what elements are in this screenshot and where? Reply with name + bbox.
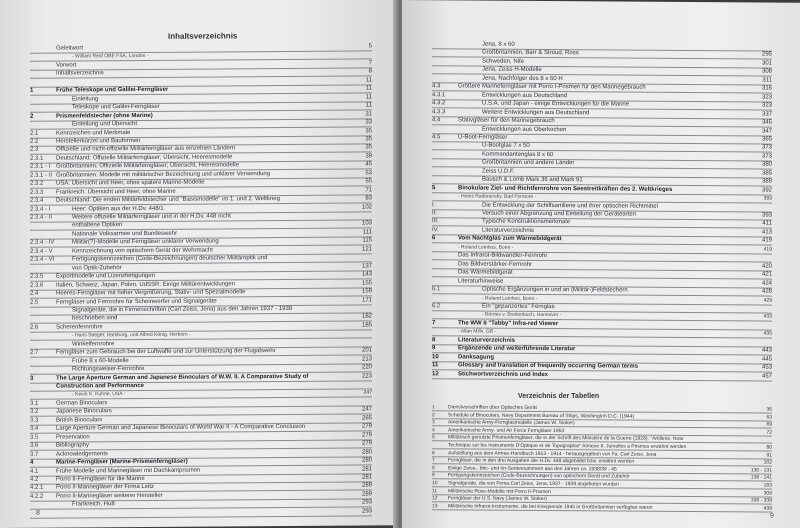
entry-page: 247 bbox=[363, 389, 372, 396]
entry-title: Stativgläser für den Marinegebrauch bbox=[458, 117, 555, 125]
entry-number: 11 bbox=[432, 487, 438, 494]
entry-page: 5 bbox=[368, 43, 372, 50]
entry-page: 11 bbox=[365, 85, 372, 92]
entry-number: 4.2 bbox=[30, 476, 39, 483]
entry-title: Aufstellung aus dem Armee-Handbuch 1913 - 1914 - herausgegeben von Fa. Carl Zeiss, Jena bbox=[448, 449, 657, 458]
entry-title: Amerikanische Army- und Air Force Ferngläser 1953 bbox=[448, 427, 565, 434]
entry-title: Signalgeräte, die in Firmenschriften (Carl Zeiss, Jena) aus den Jahren 1937 - 1939 bbox=[72, 305, 293, 314]
entry-page: 389 bbox=[761, 178, 772, 185]
entry-title: Weitere offizielle Militärferngläser und in der H.Dv. 448 nicht bbox=[72, 213, 231, 221]
entry-number: 2.3.4 - II bbox=[30, 214, 53, 221]
entry-title: Militärische Ross-Modelle mit Porro II-Prismen bbox=[448, 487, 551, 495]
toc-entry bbox=[30, 507, 372, 518]
entry-number: 3.2 bbox=[30, 409, 39, 416]
entry-title: The WW II "Tabby" Infra-red Viewer bbox=[458, 320, 559, 327]
entry-title: Literaturhinweise bbox=[458, 277, 504, 285]
entry-title: Einleitung bbox=[72, 96, 99, 103]
entry-page: 289 bbox=[361, 482, 372, 489]
entry-title: U-Boot-Ferngläser bbox=[458, 134, 508, 141]
toc-entry bbox=[432, 370, 772, 381]
entry-page: 281 bbox=[361, 465, 372, 472]
entry-title: Die Entwicklung der Schiffsartillerie und ihrer optischen Richtmittel bbox=[482, 202, 658, 210]
entry-number: 6.2 bbox=[432, 303, 441, 310]
entry-page: 316 bbox=[761, 85, 772, 92]
entry-page: 137 bbox=[361, 263, 372, 270]
entry-title: - Roland Leinhos, Bonn - bbox=[482, 295, 538, 302]
entry-title: Frühe 8 x 60-Modelle bbox=[72, 357, 129, 365]
entry-page: 311 bbox=[762, 77, 772, 84]
entry-number: 5 bbox=[432, 184, 436, 191]
entry-number: 10 bbox=[432, 480, 438, 487]
entry-title: Glossary and translation of frequently occurring German terms bbox=[458, 362, 639, 370]
entry-title: Jena, Nachfolger des 8 x 60 H bbox=[482, 75, 563, 82]
entry-title: Jena, 8 x 60 bbox=[482, 41, 515, 48]
entry-title: Das Wärmebildgerät bbox=[458, 269, 513, 276]
entry-title: Kommandantenglas 8 x 60 bbox=[482, 151, 554, 158]
entry-number: 2.3.4 - VI bbox=[30, 256, 55, 264]
page-number-right: 9 bbox=[770, 512, 774, 520]
entry-number: 3.4 bbox=[30, 425, 39, 433]
entry-title: Deutschland: Offizielle Militärferngläser; Übersicht, Heeresmodelle bbox=[56, 154, 233, 162]
entry-number: 3.7 bbox=[30, 451, 39, 458]
entry-title: Ferngläser und Fernrohre für Scheinwerfer und Signalgeräte bbox=[56, 297, 217, 306]
left-page bbox=[0, 0, 398, 528]
entry-title: Einige Zeiss-, bbc- und rln-Seriennummern aus den Jahren ca. 1938/39 - 45 bbox=[448, 465, 617, 473]
entry-title: Exportmodelle und Lizenzfertigungen bbox=[56, 273, 156, 280]
entry-page: 11 bbox=[365, 77, 372, 84]
entry-number: 2.1 bbox=[30, 130, 39, 137]
entry-number: 5 bbox=[432, 434, 435, 441]
entry-page: 279 bbox=[361, 432, 372, 439]
entry-title: Militär(?)-Modelle und Ferngläser unklarer Verwendung bbox=[72, 238, 219, 246]
entry-page: 420 bbox=[761, 263, 772, 270]
entry-title: Vorwort bbox=[56, 62, 77, 69]
entry-page: 445 bbox=[761, 356, 772, 363]
entry-page: 295 bbox=[761, 51, 772, 59]
entry-page: 435 bbox=[763, 330, 772, 337]
entry-page: 392 bbox=[761, 187, 772, 194]
entry-page: 35 bbox=[365, 144, 372, 151]
entry-title: Ferngläser der U.S. Navy (James W. Stoker) bbox=[448, 495, 547, 503]
entry-title: Bausch & Lomb Mark 36 and Mark 91 bbox=[482, 176, 583, 184]
entry-title: Schweden, Nife bbox=[482, 58, 525, 65]
entry-title: Preservation bbox=[56, 434, 90, 441]
entry-title: Weitere Entwicklungen aus Deutschland bbox=[482, 109, 590, 116]
entry-number: 2.6 bbox=[30, 324, 39, 331]
entry-title: Stichwortverzeichnis und Index bbox=[458, 370, 549, 378]
entry-number: III. bbox=[432, 218, 439, 225]
entry-title: Großbritannien: Offizielle Militärferngläser; Übersicht, Heeresmodelle bbox=[56, 162, 239, 170]
entry-page: 308 bbox=[761, 68, 772, 75]
entry-title: Militärisch genutzte Prismenferngläser, die in der Schrift des Ministère de la Guerre (1928): "Artillerie. Note bbox=[448, 434, 684, 443]
entry-number: 7 bbox=[432, 457, 435, 464]
entry-page: 457 bbox=[761, 373, 772, 380]
entry-number: 2.3 bbox=[30, 147, 39, 154]
entry-title: Kennzeichen und Merkmale bbox=[56, 129, 131, 137]
entry-page: 411 bbox=[762, 220, 772, 228]
entry-page: 223 bbox=[361, 372, 372, 380]
entry-number: 2.3.4 - IV bbox=[30, 239, 55, 247]
entry-number: 4.4 bbox=[432, 117, 441, 124]
entry-title: Geleitwort bbox=[56, 45, 84, 52]
entry-title: Binokulare Ziel- und Richtfernrohre von Seestreitkräften des 2. Weltkrieges bbox=[458, 185, 673, 193]
entry-number: 3.1 bbox=[30, 400, 39, 407]
entry-page: 130 - 131 bbox=[750, 467, 772, 474]
entry-title: Winkelfernrohre bbox=[72, 340, 115, 348]
entry-page: 53 bbox=[365, 170, 372, 177]
entry-page: 71 bbox=[365, 187, 372, 194]
entry-title: Amerikanische Army-Fernglasmodelle (James W. Stoker) bbox=[448, 419, 575, 427]
entry-page: 421 bbox=[761, 271, 772, 278]
entry-title: Fertigungskennzeichen (Code-Bezeichnungen) von optischem Gerät und Zubehör bbox=[448, 472, 630, 480]
entry-title: Danksagung bbox=[458, 354, 495, 361]
entry-number: 4.2.1 bbox=[30, 485, 44, 492]
entry-title: beschrieben sind bbox=[72, 315, 118, 322]
entry-page: 443 bbox=[761, 347, 772, 354]
entry-page: 323 bbox=[761, 94, 772, 101]
entry-title: - Hans Seeger, Hamburg, und Alfred König, Herborn - bbox=[72, 331, 191, 339]
entry-number: I. bbox=[432, 201, 436, 208]
entry-title: - Heinz Radimersky, Bad Pyrmont - bbox=[458, 193, 536, 201]
entry-page: 345 bbox=[761, 119, 772, 126]
entry-title: Frankreich: Übersicht und Heer, ohne Marine bbox=[56, 188, 176, 196]
entry-title: - Börries v. Breitenbuch, Hannover - bbox=[482, 311, 562, 319]
entry-title: Vom Nachtglas zum Wärmebildgerät bbox=[458, 235, 562, 243]
entry-page: 83 bbox=[365, 195, 372, 202]
entry-page: 280 bbox=[361, 448, 372, 456]
entry-number: 4.3.3 bbox=[432, 108, 446, 115]
entry-title: Dienstvorschriften über Optisches Gerät bbox=[448, 404, 537, 411]
entry-page: 111 bbox=[362, 229, 372, 236]
entry-title: Acknowledgements bbox=[56, 450, 109, 458]
entry-page: 138 - 141 bbox=[750, 474, 772, 481]
entry-page: 11 bbox=[365, 94, 372, 101]
entry-page: 102 bbox=[361, 203, 372, 211]
entry-number: 4 bbox=[432, 427, 435, 434]
entry-number: 6.1 bbox=[432, 286, 441, 293]
entry-title: Kennzeichnung von optischem Gerät der Wehrmacht bbox=[72, 247, 213, 255]
entry-title: USA: Übersicht und Heer, ohne spätere Marine-Modelle bbox=[56, 179, 205, 187]
entry-page: 103 bbox=[361, 220, 372, 227]
entry-title: Frankreich, Hu8 bbox=[72, 501, 115, 508]
entry-title: Frühe Modelle und Marinegläser mit Dachkantprismen bbox=[56, 467, 201, 475]
entry-title: Scherenfernrohre bbox=[56, 324, 103, 331]
entry-title: Japanese Binoculars bbox=[56, 408, 112, 415]
entry-number: 2.3.4 - I bbox=[30, 206, 51, 213]
entry-number: 10 bbox=[432, 353, 439, 360]
entry-number: 4.3 bbox=[432, 83, 441, 90]
entry-page: 63 bbox=[766, 414, 772, 421]
entry-title: Heeres-Ferngläser mit hoher Vergrößerung, Stativ- und Spezialmodelle bbox=[56, 289, 246, 297]
entry-title: - Kevin K. Kuhne, USA - bbox=[72, 391, 126, 398]
entry-title: Porro II-Marinegläser der Firma Leitz bbox=[56, 484, 155, 491]
entry-page: 281 bbox=[361, 474, 372, 481]
entry-title: Typische Konstruktionsmerkmale bbox=[482, 218, 571, 226]
entry-title: Large Aperture German and Japanese Binoculars of World War II - A Comparative Conclusion bbox=[56, 424, 306, 432]
entry-number: 6 bbox=[432, 449, 435, 456]
entry-number: 4 bbox=[30, 459, 34, 466]
table-entry bbox=[432, 503, 772, 512]
entry-title: Signalgeräte, die von Firma Carl Zeiss, Jena, 1937 - 1939 angeboten wurden bbox=[448, 480, 619, 488]
entry-page: 413 bbox=[761, 229, 772, 236]
entry-title: enthaltene Optiken bbox=[72, 222, 123, 229]
entry-number: 4.1 bbox=[30, 468, 39, 475]
entry-number: 11 bbox=[432, 362, 439, 369]
entry-number: 7 bbox=[432, 320, 436, 327]
entry-page: 393 bbox=[763, 195, 772, 202]
entry-title: Teleskope und Galilei-Ferngläser bbox=[72, 104, 160, 111]
entry-number: 3.6 bbox=[30, 442, 39, 449]
entry-title: Literaturverzeichnis bbox=[458, 337, 516, 344]
entry-number: 2.3.4 - V bbox=[30, 248, 53, 255]
entry-title: Frühe Teleskope und Galilei-Ferngläser bbox=[56, 87, 169, 94]
entry-page: 183 bbox=[763, 482, 772, 489]
entry-title: - Allan Mills, GB - bbox=[458, 328, 497, 335]
entry-page: 31 bbox=[365, 110, 372, 118]
entry-page: 247 bbox=[361, 406, 372, 413]
entry-title: Größere Marineferngläser mit Porro I-Prismen für den Marinegebrauch bbox=[458, 83, 646, 91]
entry-title: von Optik-Zubehör bbox=[72, 264, 122, 272]
entry-page: 265 bbox=[361, 415, 372, 422]
entry-page: 439 bbox=[763, 505, 772, 512]
entry-number: 6 bbox=[432, 235, 436, 242]
right-page bbox=[402, 0, 800, 528]
entry-page: 91 bbox=[766, 452, 772, 459]
entry-number: 1 bbox=[30, 88, 34, 95]
entry-title: Nationale Volksarmee und Bundeswehr bbox=[72, 230, 178, 238]
entry-page: 171 bbox=[361, 296, 372, 303]
entry-title: Marine-Ferngläser (Marine-Prismenferngläser) bbox=[56, 458, 188, 466]
entry-page: 55 bbox=[365, 178, 372, 185]
entry-number: 2.3.2 bbox=[30, 180, 44, 187]
entry-title: Porro II-Ferngläser für die Marine bbox=[56, 475, 145, 483]
entry-page: 280 bbox=[361, 457, 372, 464]
entry-number: 9 bbox=[432, 345, 436, 352]
entry-title: Richtungsweiser-Fernrohre bbox=[72, 366, 145, 373]
entry-title: German Binoculars bbox=[56, 400, 108, 407]
entry-page: 385 bbox=[761, 170, 772, 177]
entry-page: 80 bbox=[766, 444, 772, 451]
entry-title: Ferngläser zum Gebrauch bei der Luftwaffe und zur Unterstützung der Flugabwehr bbox=[56, 348, 276, 356]
entry-page: 33 bbox=[365, 119, 372, 126]
entry-number: 2.3.1 bbox=[30, 155, 44, 162]
entry-page: 102 bbox=[763, 459, 772, 466]
entry-page: 35 bbox=[365, 127, 372, 134]
entry-number: IV. bbox=[432, 227, 439, 234]
entry-title: Italien, Schweiz, Japan, Polen, UdSSR: Einige Militärentwicklungen bbox=[56, 280, 236, 289]
entry-title: Literaturverzeichnis bbox=[482, 227, 535, 234]
entry-page: 393 bbox=[761, 212, 772, 219]
entry-page: 428 bbox=[761, 288, 772, 295]
entry-title: Inhaltsverzeichnis bbox=[56, 70, 104, 77]
entry-page: 7 bbox=[368, 60, 372, 67]
entry-title: Deutschland: Die ersten Militärfeldstecher und "Basismodelle" im 1. und 2. Weltkrieg bbox=[56, 196, 280, 204]
entry-number: 2.3.1 - I bbox=[30, 163, 51, 171]
entry-page: 39 bbox=[365, 153, 372, 160]
entry-number: 4.2.2 bbox=[30, 493, 44, 500]
entry-page: 453 bbox=[761, 364, 772, 371]
entry-page: 380 bbox=[761, 161, 772, 168]
entry-title: Entwicklungen aus Deutschland bbox=[482, 92, 568, 99]
entry-page: 8 bbox=[368, 68, 372, 75]
entry-number: 13 bbox=[432, 503, 438, 510]
entry-page: 69 bbox=[766, 421, 772, 428]
entry-page: 373 bbox=[761, 153, 772, 160]
page-title: Inhaltsverzeichnis bbox=[168, 31, 238, 41]
entry-page: 45 bbox=[365, 161, 372, 168]
entry-number: 4.5 bbox=[432, 134, 441, 141]
entry-title: Bibliography bbox=[56, 442, 90, 449]
entry-title: Schedule of Binoculars, Navy Department Bureau of Ships, Washington D.C. (1944) bbox=[448, 411, 635, 420]
entry-page: 159 bbox=[361, 288, 372, 295]
entry-title: Ergänzende und weiterführende Literatur bbox=[458, 345, 576, 353]
entry-page: 301 bbox=[761, 60, 772, 67]
entry-title: Das Infrarot-Bildwandler-Fernrohr bbox=[458, 252, 548, 260]
entry-page: 323 bbox=[761, 102, 772, 109]
entry-title: Porro II-Marinegläser weiterer Hersteller bbox=[56, 492, 163, 500]
entry-title: - William Reid OBE FSA, London - bbox=[72, 53, 149, 60]
entry-page: 11 bbox=[365, 102, 372, 109]
entry-number: 12 bbox=[432, 495, 438, 502]
entry-title: Ferngläser, die in den drei Ausgaben der H.Dv. 448 abgebildet bzw. erwähnt werden bbox=[448, 457, 635, 465]
entry-page: 143 bbox=[361, 271, 372, 278]
entry-page: 347 bbox=[761, 128, 772, 135]
entry-title: Prismenfeldstecher (ohne Marine) bbox=[56, 112, 153, 120]
entry-page: 185 bbox=[361, 322, 372, 329]
entry-page: 419 bbox=[763, 246, 772, 253]
entry-number: 12 bbox=[432, 370, 439, 377]
entry-title: Das Bildverstärker-Fernrohr bbox=[458, 261, 533, 268]
entry-page: 182 bbox=[361, 313, 372, 320]
entry-title: Heer: Optiken aus der H.Dv. 448/1 bbox=[72, 205, 164, 213]
entry-page: 433 bbox=[763, 313, 772, 320]
entry-page: 121 bbox=[361, 246, 372, 253]
entry-page: 220 bbox=[361, 364, 372, 371]
entry-number: 2.4 bbox=[30, 290, 39, 297]
entry-title: Ein "gepanzertes" Fernglas bbox=[482, 303, 555, 311]
entry-page: 36 bbox=[766, 406, 772, 413]
entry-number: 2.3.6 bbox=[30, 282, 44, 289]
entry-title: Offizielle und nicht-offizielle Militärferngläser aus einzelnen Ländern bbox=[56, 145, 236, 153]
entry-number: 3 bbox=[30, 375, 34, 382]
entry-number: II. bbox=[432, 210, 438, 217]
entry-title: Großbritannien: Modelle mit militärischer Bezeichnung und unklarer Verwendung bbox=[56, 170, 271, 179]
entry-number: 3.3 bbox=[30, 417, 39, 424]
entry-number: 2.7 bbox=[30, 349, 39, 356]
entry-page: 373 bbox=[761, 144, 772, 151]
entry-page: 424 bbox=[761, 280, 772, 287]
entry-title: Großbritannien und andere Länder bbox=[482, 159, 575, 167]
entry-page: 72 bbox=[766, 429, 772, 436]
entry-title: Technique sur les Instruments D'Optique et de Topographie" Annexe II. Jumelles a Prismes erwähnt werden bbox=[448, 442, 687, 450]
entry-title: U-Bootglas 7 x 50 bbox=[482, 142, 530, 150]
entry-title: Optische Ergänzungen in und an (Militär-)Feldstechern bbox=[482, 286, 628, 294]
entry-page: 35 bbox=[365, 136, 372, 143]
entry-title: Versuch einer Abgrenzung und Einteilung der Gerätearten bbox=[482, 210, 637, 218]
entry-number: 4.3.2 bbox=[432, 100, 446, 107]
entry-title: Großbritannien, Barr & Stroud, Ross bbox=[482, 49, 579, 57]
tables-title: Verzeichnis der Tabellen bbox=[518, 393, 600, 400]
entry-number: 2.3.3 bbox=[30, 189, 44, 196]
entry-title: Entwicklungen aus Oberkochen bbox=[482, 126, 567, 133]
entry-number: 2.2 bbox=[30, 138, 39, 145]
entry-number: 3.5 bbox=[30, 434, 39, 441]
entry-page: 293 bbox=[361, 499, 372, 506]
entry-page: 115 bbox=[362, 237, 372, 244]
entry-page: 289 bbox=[361, 491, 372, 498]
entry-number: 2.3.4 bbox=[30, 197, 44, 204]
entry-number: 3 bbox=[432, 419, 435, 426]
entry-title: Construction and Performance bbox=[56, 382, 145, 390]
entry-page: 309 bbox=[763, 490, 772, 497]
entry-page: 293 bbox=[361, 508, 372, 515]
entry-number: 4.3.1 bbox=[432, 91, 446, 98]
entry-number: 8 bbox=[432, 465, 435, 472]
entry-number: 9 bbox=[432, 472, 435, 479]
entry-number: 8 bbox=[432, 336, 436, 343]
entry-number: 2 bbox=[432, 411, 435, 418]
entry-page: 279 bbox=[361, 440, 372, 447]
entry-title: Fertigungskennzeichen (Code-Bezeichnungen) deutscher Militäroptik und bbox=[72, 255, 268, 263]
entry-page: 338 - 339 bbox=[750, 497, 772, 504]
entry-page: 279 bbox=[361, 423, 372, 430]
entry-number: 2.3.1 - II bbox=[30, 172, 53, 179]
entry-title: Zeiss U.D.F. bbox=[482, 168, 515, 175]
entry-page: 419 bbox=[761, 237, 772, 244]
entry-page: 365 bbox=[761, 136, 772, 143]
entry-title: The Large Aperture German and Japanese Binoculars of W.W. II. A Comparative Study of bbox=[56, 373, 309, 382]
entry-title: U.S.A. und Japan - einige Entwicklungen für die Marine bbox=[482, 100, 630, 108]
entry-title: Militärische Infrarot-Instrumente, die bei Kriegsende 1945 in Großbritannien verfügbar waren bbox=[448, 503, 653, 511]
entry-page: 213 bbox=[361, 356, 372, 363]
entry-number: 2.5 bbox=[30, 299, 39, 306]
entry-page: 429 bbox=[763, 297, 772, 304]
entry-page: 201 bbox=[361, 347, 372, 354]
entry-number: 1 bbox=[432, 404, 435, 411]
entry-number: 2.3.5 bbox=[30, 273, 44, 280]
entry-title: British Binoculars bbox=[56, 417, 103, 424]
entry-title: Herstellerkürzel und Bauformen bbox=[56, 137, 141, 145]
entry-number: 2 bbox=[30, 113, 34, 120]
page-number-left: 8 bbox=[36, 509, 40, 517]
entry-title: Einteilung und Übersicht bbox=[72, 121, 138, 128]
entry-page: 155 bbox=[361, 279, 372, 287]
entry-title: - Roland Leinhos, Bonn - bbox=[458, 244, 514, 251]
entry-title: Jena, Zeiss H-Modelle bbox=[482, 66, 542, 74]
entry-page: 337 bbox=[761, 111, 772, 118]
